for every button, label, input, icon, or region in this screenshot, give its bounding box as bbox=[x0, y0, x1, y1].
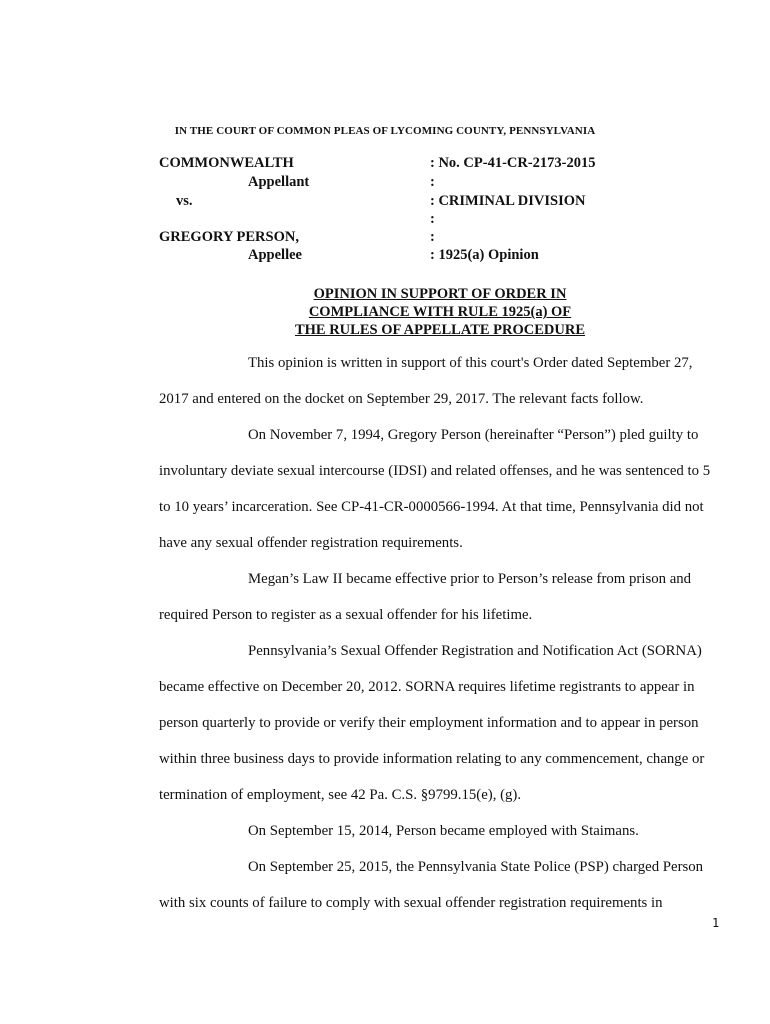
defendant-name: GREGORY PERSON, bbox=[159, 229, 299, 245]
body-line: Megan’s Law II became effective prior to Person’s release from prison and bbox=[248, 571, 692, 587]
title-line-2: COMPLIANCE WITH RULE 1925(a) OF bbox=[308, 304, 572, 320]
body-line: involuntary deviate sexual intercourse (IDSI) and related offenses, and he was sentenced to 5 bbox=[159, 463, 711, 479]
versus-label: vs. bbox=[176, 193, 193, 209]
body-line: This opinion is written in support of this court's Order dated September 27, bbox=[248, 355, 693, 371]
caption-colon: : bbox=[430, 211, 435, 227]
opinion-title bbox=[0, 285, 770, 339]
plaintiff-role: Appellant bbox=[248, 174, 310, 190]
body-line: within three business days to provide information relating to any commencement, change or bbox=[159, 751, 705, 767]
body-line: On September 25, 2015, the Pennsylvania State Police (PSP) charged Person bbox=[248, 859, 704, 875]
body-line: 2017 and entered on the docket on September 29, 2017. The relevant facts follow. bbox=[159, 391, 644, 407]
body-line: to 10 years’ incarceration. See CP-41-CR-0000566-1994. At that time, Pennsylvania did not bbox=[159, 499, 704, 515]
body-line: termination of employment, see 42 Pa. C.S. §9799.15(e), (g). bbox=[159, 787, 522, 803]
body-line: On September 15, 2014, Person became employed with Staimans. bbox=[248, 823, 639, 839]
body-line: Pennsylvania’s Sexual Offender Registration and Notification Act (SORNA) bbox=[248, 643, 702, 659]
page-number: 1 bbox=[712, 916, 720, 930]
plaintiff-name: COMMONWEALTH bbox=[159, 155, 294, 171]
title-line-1: OPINION IN SUPPORT OF ORDER IN bbox=[313, 286, 567, 302]
body-line: required Person to register as a sexual offender for his lifetime. bbox=[159, 607, 533, 623]
caption-colon: : bbox=[430, 229, 435, 245]
case-number: : No. CP-41-CR-2173-2015 bbox=[430, 155, 596, 171]
body-line: On November 7, 1994, Gregory Person (hereinafter “Person”) pled guilty to bbox=[248, 427, 699, 443]
division-label: : CRIMINAL DIVISION bbox=[430, 193, 586, 209]
body-line: with six counts of failure to comply with sexual offender registration requirements in bbox=[159, 895, 663, 911]
caption-colon: : bbox=[430, 174, 435, 190]
body-line: person quarterly to provide or verify their employment information and to appear in person bbox=[159, 715, 699, 731]
opinion-type: : 1925(a) Opinion bbox=[430, 247, 539, 263]
body-line: have any sexual offender registration requirements. bbox=[159, 535, 463, 551]
court-header: IN THE COURT OF COMMON PLEAS OF LYCOMING COUNTY, PENNSYLVANIA bbox=[174, 125, 596, 137]
body-line: became effective on December 20, 2012. SORNA requires lifetime registrants to appear in bbox=[159, 679, 695, 695]
defendant-role: Appellee bbox=[248, 247, 302, 263]
title-line-3: THE RULES OF APPELLATE PROCEDURE bbox=[294, 322, 586, 338]
